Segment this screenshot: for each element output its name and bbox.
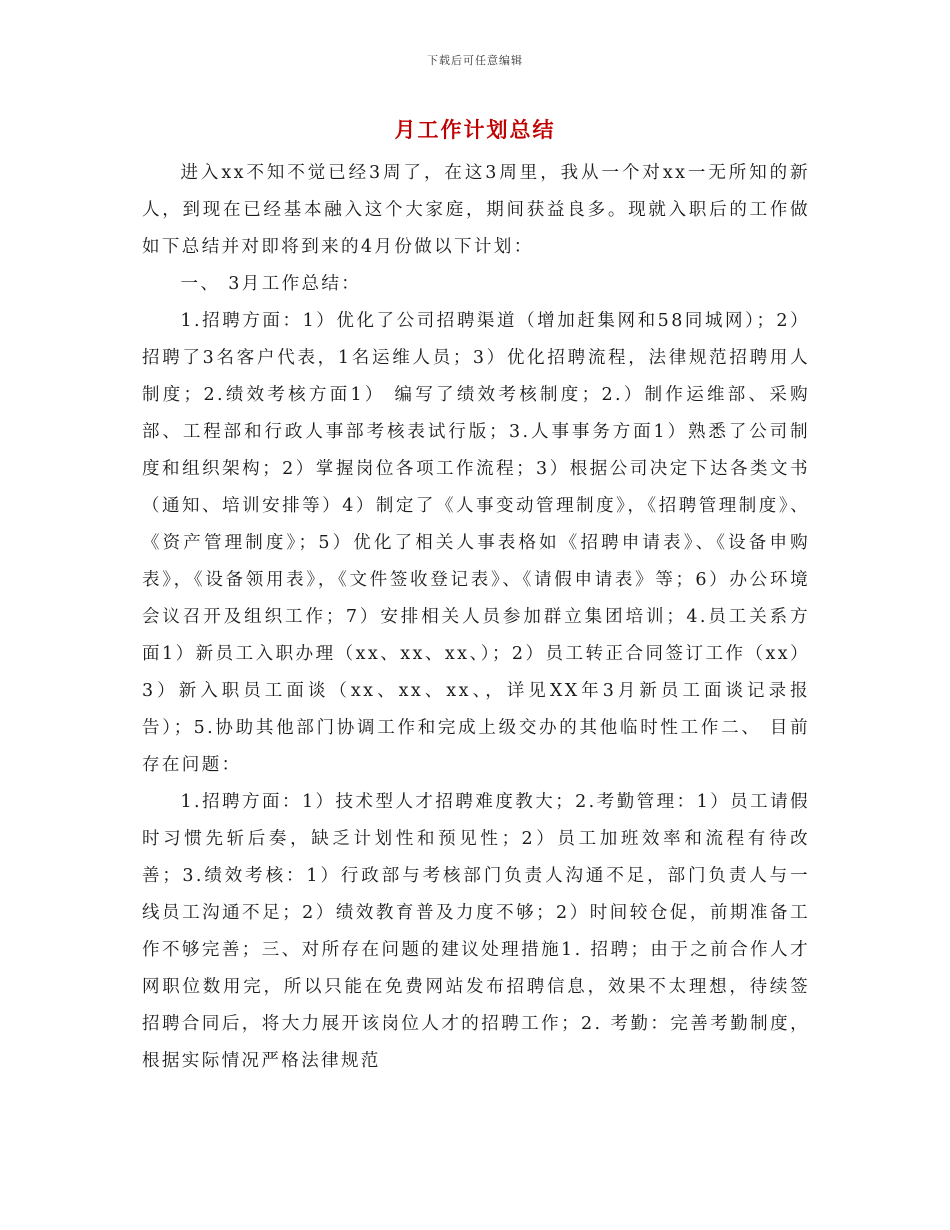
paragraph-intro: 进入xx不知不觉已经3周了，在这3周里，我从一个对xx一无所知的新人，到现在已经基本融入这个大家庭，期间获益良多。现就入职后的工作做如下总结并对即将到来的4月份做以下计划： <box>142 163 810 257</box>
paragraph-problems: 1.招聘方面：1）技术型人才招聘难度教大；2.考勤管理：1）员工请假时习惯先斩后奏，缺乏计划性和预见性；2）员工加班效率和流程有待改善；3.绩效考核：1）行政部与考核部门负责人沟通不足，部门负责人与一线员工沟通不足；2）绩效教育普及力度不够；2）时间较仓促，前期准备工作不够完善；三、对所存在问题的建议处理措施1. 招聘；由于之前合作人才网职位数用完，所以只能在免费网站发布招聘信息，效果不太理想，待续签招聘合同后，将大力展开该岗位人才的招聘工作；2. 考勤：完善考勤制度，根据实际情况严格法律规范 <box>142 792 810 1071</box>
document-title: 月工作计划总结 <box>394 117 556 142</box>
paragraph-work-summary: 1.招聘方面：1）优化了公司招聘渠道（增加赶集网和58同城网）；2）招聘了3名客户代表，1名运维人员；3）优化招聘流程，法律规范招聘用人制度；2.绩效考核方面1） 编写了绩效考核制度；2.）制作运维部、采购部、工程部和行政人事部考核表试行版；3.人事事务方面1）熟悉了公司制度和组织架构；2）掌握岗位各项工作流程；3）根据公司决定下达各类文书（通知、培训安排等）4）制定了《人事变动管理制度》，《招聘管理制度》、《资产管理制度》；5）优化了相关人事表格如《招聘申请表》、《设备申购表》，《设备领用表》，《文件签收登记表》、《请假申请表》等；6）办公环境会议召开及组织工作；7）安排相关人员参加群立集团培训；4.员工关系方面1）新员工入职办理（xx、xx、xx、）；2）员工转正合同签订工作（xx）3）新入职员工面谈（xx、xx、xx、，详见XX年3月新员工面谈记录报告）；5.协助其他部门协调工作和完成上级交办的其他临时性工作二、 目前存在问题： <box>142 311 810 775</box>
page-header: 下载后可任意编辑 <box>427 54 523 67</box>
paragraph-section-heading: 一、 3月工作总结： <box>180 274 362 294</box>
document-body <box>142 155 810 1080</box>
